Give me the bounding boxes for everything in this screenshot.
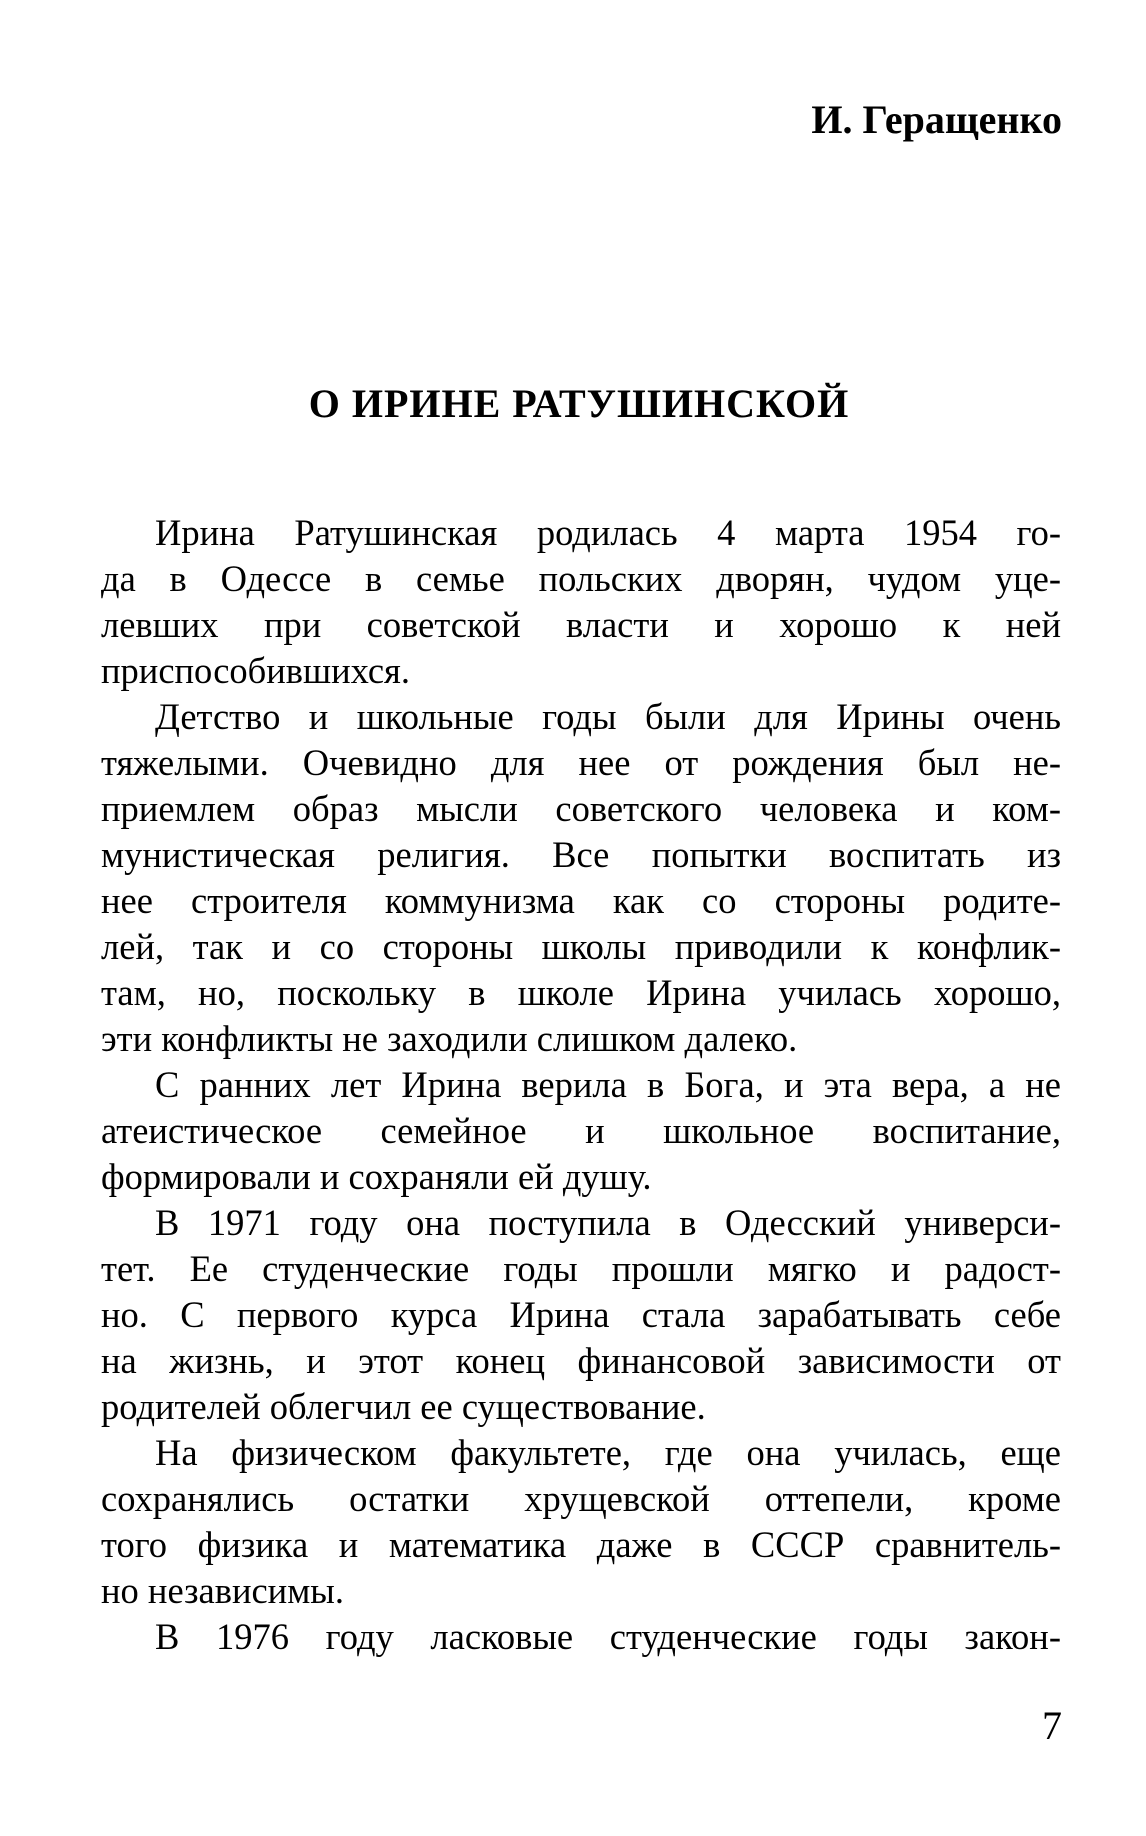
text-line: атеистическое семейное и школьное воспитание, [101,1110,1061,1151]
text-line: В 1971 году она поступила в Одесский универси- [155,1202,1061,1243]
text-line: того физика и математика даже в СССР сравнитель- [101,1524,1061,1565]
chapter-title: О ИРИНЕ РАТУШИНСКОЙ [308,381,850,426]
text-line: но независимы. [101,1570,344,1611]
page-number: 7 [1042,1703,1062,1748]
text-line: лей, так и со стороны школы приводили к конфлик- [101,926,1061,967]
text-line: тет. Ее студенческие годы прошли мягко и радост- [101,1248,1061,1289]
text-line: родителей облегчил ее существование. [101,1386,706,1427]
text-line: на жизнь, и этот конец финансовой зависимости от [101,1340,1061,1381]
text-line: тяжелыми. Очевидно для нее от рождения был не- [101,742,1061,783]
text-line: На физическом факультете, где она училась, еще [155,1432,1061,1473]
text-line: там, но, поскольку в школе Ирина училась хорошо, [101,972,1061,1013]
body-text [101,510,1061,1660]
text-line: формировали и сохраняли ей душу. [101,1156,652,1197]
text-line: В 1976 году ласковые студенческие годы закон- [155,1616,1061,1657]
text-line: сохранялись остатки хрущевской оттепели, кроме [101,1478,1061,1519]
text-line: эти конфликты не заходили слишком далеко. [101,1018,798,1059]
text-line: да в Одессе в семье польских дворян, чудом уце- [101,558,1061,599]
text-line: левших при советской власти и хорошо к ней [101,604,1061,645]
text-line: но. С первого курса Ирина стала зарабатывать себе [101,1294,1061,1335]
author-name: И. Геращенко [811,97,1062,142]
text-line: приспособившихся. [101,650,410,691]
text-line: Детство и школьные годы были для Ирины очень [155,696,1061,737]
text-line: мунистическая религия. Все попытки воспитать из [101,834,1061,875]
text-line: приемлем образ мысли советского человека и ком- [101,788,1061,829]
text-line: Ирина Ратушинская родилась 4 марта 1954 го- [155,512,1061,553]
text-line: нее строителя коммунизма как со стороны родите- [101,880,1061,921]
text-line: С ранних лет Ирина верила в Бога, и эта вера, а не [155,1064,1061,1105]
